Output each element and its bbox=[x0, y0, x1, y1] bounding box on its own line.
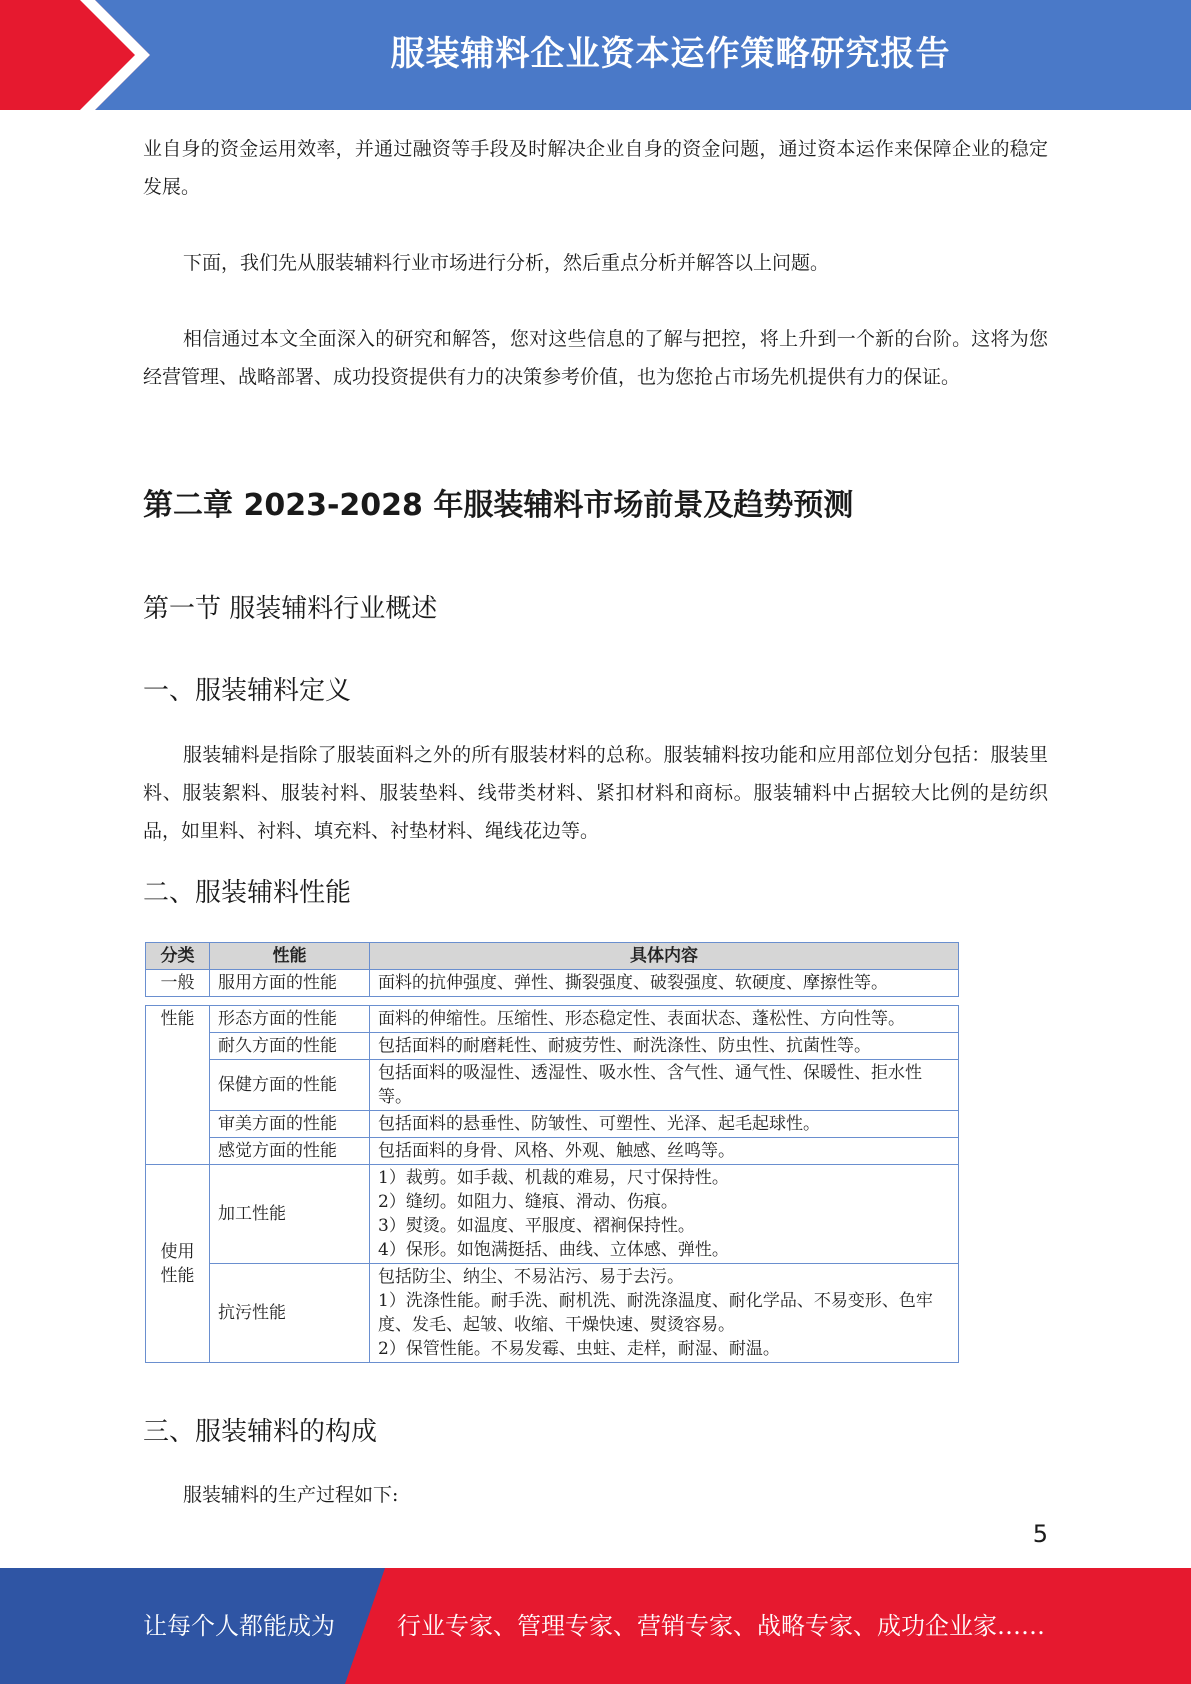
cell-group-performance: 性能 bbox=[146, 1006, 210, 1165]
header-red-arrow bbox=[0, 0, 150, 110]
table-row bbox=[146, 1138, 959, 1165]
cell-name: 保健方面的性能 bbox=[210, 1060, 370, 1111]
cell-content: 包括面料的悬垂性、防皱性、可塑性、光泽、起毛起球性。 bbox=[370, 1111, 959, 1138]
footer-slogan-right: 行业专家、管理专家、营销专家、战略专家、成功企业家…… bbox=[397, 1612, 1045, 1640]
cell-content bbox=[370, 1165, 959, 1264]
cell-name: 抗污性能 bbox=[210, 1264, 370, 1363]
content-line: 1）洗涤性能。耐手洗、耐机洗、耐洗涤温度、耐化学品、不易变形、色牢度、发毛、起皱、收缩、干燥快速、熨烫容易。 bbox=[378, 1291, 933, 1335]
cell-name: 服用方面的性能 bbox=[210, 970, 370, 997]
cell-group-use: 使用 性能 bbox=[146, 1165, 210, 1363]
table-row bbox=[146, 970, 959, 997]
paragraph-3: 相信通过本文全面深入的研究和解答，您对这些信息的了解与把控，将上升到一个新的台阶。这将为您经营管理、战略部署、成功投资提供有力的决策参考价值，也为您抢占市场先机提供有力的保证。 bbox=[143, 328, 1048, 388]
content-line: 2）保管性能。不易发霉、虫蛀、走样，耐湿、耐温。 bbox=[378, 1339, 780, 1359]
page-footer bbox=[0, 1568, 1191, 1684]
page-number: 5 bbox=[1032, 1520, 1048, 1548]
table-row bbox=[146, 1006, 959, 1033]
composition-heading: 三、服装辅料的构成 bbox=[143, 1417, 378, 1447]
footer-slogan-left: 让每个人都能成为 bbox=[143, 1612, 335, 1640]
cell-name: 感觉方面的性能 bbox=[210, 1138, 370, 1165]
content-line: 3）熨烫。如温度、平服度、褶裥保持性。 bbox=[378, 1216, 695, 1236]
paragraph-2: 下面，我们先从服装辅料行业市场进行分析，然后重点分析并解答以上问题。 bbox=[183, 252, 830, 274]
cell-name: 耐久方面的性能 bbox=[210, 1033, 370, 1060]
table-gap bbox=[146, 997, 959, 1006]
table-row bbox=[146, 1033, 959, 1060]
content-line: 1）裁剪。如手裁、机裁的难易，尺寸保持性。 bbox=[378, 1168, 729, 1188]
intro-text bbox=[143, 130, 1048, 396]
section-title: 第一节 服装辅料行业概述 bbox=[143, 594, 438, 624]
table-header-row bbox=[146, 943, 959, 970]
content-line: 包括防尘、纳尘、不易沾污、易于去污。 bbox=[378, 1267, 684, 1287]
cell-name: 审美方面的性能 bbox=[210, 1111, 370, 1138]
chapter-title: 第二章 2023-2028 年服装辅料市场前景及趋势预测 bbox=[143, 488, 854, 523]
header-content: 具体内容 bbox=[370, 943, 959, 970]
content-line: 2）缝纫。如阻力、缝痕、滑动、伤痕。 bbox=[378, 1192, 678, 1212]
definition-text: 服装辅料是指除了服装面料之外的所有服装材料的总称。服装辅料按功能和应用部位划分包括：服装里料、服装絮料、服装衬料、服装垫料、线带类材料、紧扣材料和商标。服装辅料中占据较大比例的是纺织品，如里料、衬料、填充料、衬垫材料、绳线花边等。 bbox=[143, 744, 1048, 842]
performance-table bbox=[145, 942, 959, 1363]
cell-content: 包括面料的身骨、风格、外观、触感、丝鸣等。 bbox=[370, 1138, 959, 1165]
header-category: 分类 bbox=[146, 943, 210, 970]
cell-content bbox=[370, 1264, 959, 1363]
table-row bbox=[146, 1165, 959, 1264]
paragraph-1: 业自身的资金运用效率，并通过融资等手段及时解决企业自身的资金问题，通过资本运作来保障企业的稳定发展。 bbox=[143, 138, 1048, 198]
cell-content: 包括面料的吸湿性、透湿性、吸水性、含气性、通气性、保暖性、拒水性等。 bbox=[370, 1060, 959, 1111]
table-row bbox=[146, 1060, 959, 1111]
cell-content: 面料的抗伸强度、弹性、撕裂强度、破裂强度、软硬度、摩擦性等。 bbox=[370, 970, 959, 997]
page-header bbox=[0, 0, 1191, 110]
performance-heading: 二、服装辅料性能 bbox=[143, 878, 352, 908]
cell-name: 加工性能 bbox=[210, 1165, 370, 1264]
definition-heading: 一、服装辅料定义 bbox=[143, 676, 352, 706]
table-row bbox=[146, 1111, 959, 1138]
report-title: 服装辅料企业资本运作策略研究报告 bbox=[390, 34, 951, 74]
content-line: 4）保形。如饱满挺括、曲线、立体感、弹性。 bbox=[378, 1240, 729, 1260]
cell-category: 一般 bbox=[146, 970, 210, 997]
cell-name: 形态方面的性能 bbox=[210, 1006, 370, 1033]
table-row bbox=[146, 1264, 959, 1363]
header-performance: 性能 bbox=[210, 943, 370, 970]
cell-content: 面料的伸缩性。压缩性、形态稳定性、表面状态、蓬松性、方向性等。 bbox=[370, 1006, 959, 1033]
composition-text: 服装辅料的生产过程如下: bbox=[183, 1484, 399, 1506]
cell-content: 包括面料的耐磨耗性、耐疲劳性、耐洗涤性、防虫性、抗菌性等。 bbox=[370, 1033, 959, 1060]
